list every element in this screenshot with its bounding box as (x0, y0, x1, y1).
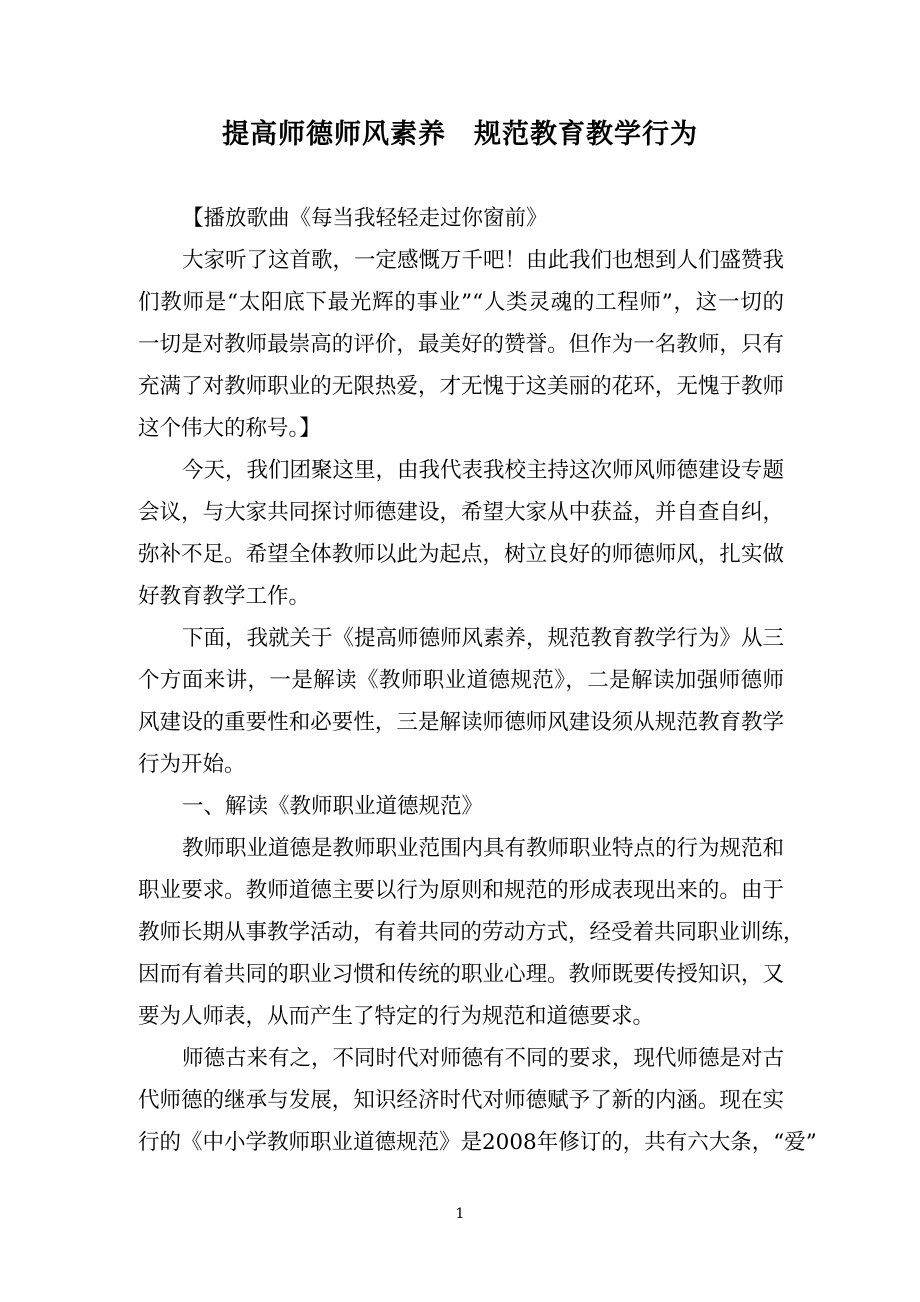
paragraph-line: 教师职业道德是教师职业范围内具有教师职业特点的行为规范和 (182, 836, 785, 861)
paragraph-line: 会议，与大家共同探讨师德建设，希望大家从中获益，并自查自纠， (138, 500, 784, 525)
paragraph-line: 今天，我们团聚这里，由我代表我校主持这次师风师德建设专题 (182, 458, 785, 483)
paragraph-line: 师德古来有之，不同时代对师德有不同的要求，现代师德是对古 (182, 1046, 785, 1071)
document-body (138, 198, 817, 1164)
page-number: 1 (455, 1206, 465, 1222)
paragraph-line: 行的《中小学教师职业道德规范》是2008年修订的，共有六大条，“爱” (138, 1130, 817, 1155)
paragraph-line: 个方面来讲，一是解读《教师职业道德规范》，二是解读加强师德师 (138, 668, 784, 693)
paragraph-line: 一切是对教师最崇高的评价，最美好的赞誉。但作为一名教师，只有 (138, 332, 784, 357)
paragraph-line: 下面，我就关于《提高师德师风素养，规范教育教学行为》从三 (182, 626, 785, 651)
paragraph-line: 教师长期从事教学活动，有着共同的劳动方式，经受着共同职业训练， (138, 920, 805, 945)
paragraph-line: 大家听了这首歌，一定感慨万千吧！由此我们也想到人们盛赞我 (182, 248, 785, 273)
paragraph-line: 【播放歌曲《每当我轻轻走过你窗前》 (182, 206, 548, 231)
paragraph-line: 弥补不足。希望全体教师以此为起点，树立良好的师德师风，扎实做 (138, 542, 784, 567)
paragraph-line: 职业要求。教师道德主要以行为原则和规范的形成表现出来的。由于 (138, 878, 784, 903)
paragraph-line: 一、解读《教师职业道德规范》 (182, 794, 484, 819)
paragraph-line: 要为人师表，从而产生了特定的行为规范和道德要求。 (138, 1004, 655, 1029)
paragraph-line: 这个伟大的称号。】 (138, 416, 321, 441)
paragraph-line: 好教育教学工作。 (138, 584, 311, 609)
paragraph-line: 行为开始。 (138, 752, 246, 777)
paragraph-line: 代师德的继承与发展，知识经济时代对师德赋予了新的内涵。现在实 (138, 1088, 784, 1113)
document-title: 提高师德师风素养 规范教育教学行为 (222, 119, 698, 150)
paragraph-line: 充满了对教师职业的无限热爱，才无愧于这美丽的花环，无愧于教师 (138, 374, 784, 399)
paragraph-line: 因而有着共同的职业习惯和传统的职业心理。教师既要传授知识，又 (138, 962, 784, 987)
paragraph-line: 们教师是“太阳底下最光辉的事业”“人类灵魂的工程师”，这一切的 (138, 290, 784, 315)
paragraph-line: 风建设的重要性和必要性，三是解读师德师风建设须从规范教育教学 (138, 710, 784, 735)
